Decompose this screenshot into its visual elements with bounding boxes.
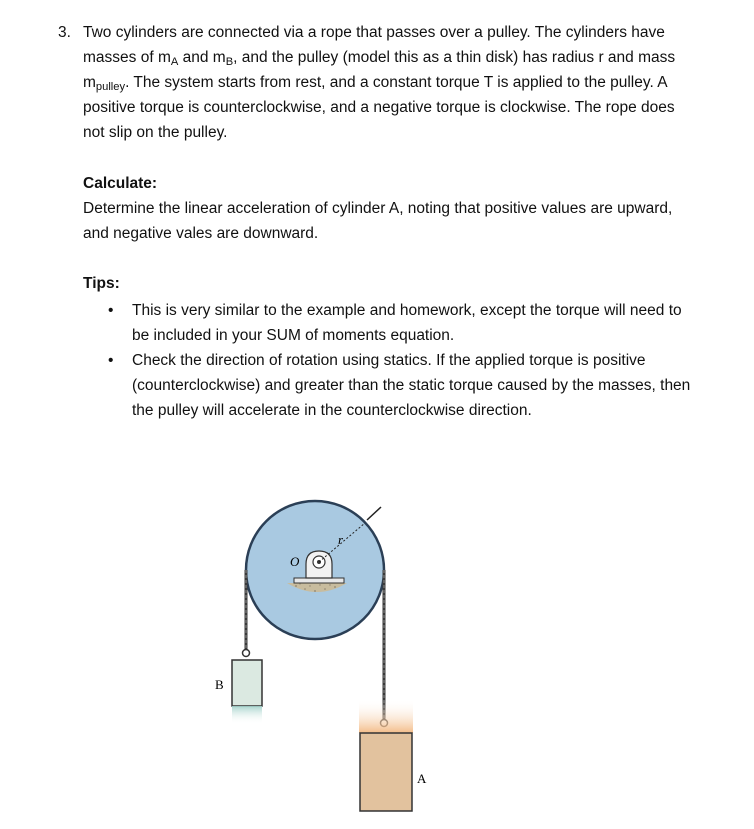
cylinder-a <box>360 733 412 811</box>
motion-wisp-b <box>232 706 262 724</box>
problem-text-2: and m <box>178 49 226 66</box>
problem-text-4: . The system starts from rest, and a constant torque T is applied to the pulley. A positive torque is counterclockwise, and a negative torque is clockwise. The rope does not slip on the pulley. <box>83 74 675 141</box>
subscript-b: B <box>225 56 234 69</box>
tip-item <box>83 348 698 423</box>
tips-list <box>83 298 698 423</box>
problem-text-1: Two cylinders are connected via a rope that passes over a pulley. The cylinders have masses of m <box>83 24 665 66</box>
label-r: r <box>338 532 344 547</box>
tip-text: This is very similar to the example and homework, except the torque will need to be included in your SUM of moments equation. <box>132 302 682 344</box>
problem-number: 3. <box>58 24 71 41</box>
bullet-icon: • <box>108 352 114 369</box>
label-a: A <box>417 771 427 786</box>
bullet-icon: • <box>108 302 114 319</box>
problem-text-3: , and the pulley (model this as a thin disk) has radius r and mass m <box>83 49 676 91</box>
calculate-heading: Calculate: <box>83 175 158 192</box>
hook-b <box>243 650 250 657</box>
calculate-text: Determine the linear acceleration of cylinder A, noting that positive values are upward, and negative vales are downward. <box>83 200 673 242</box>
cylinder-b <box>232 660 262 706</box>
subscript-pulley: pulley <box>95 81 126 94</box>
tip-item <box>83 298 698 348</box>
label-o: O <box>290 554 300 569</box>
tips-heading: Tips: <box>83 275 120 292</box>
calculate-section <box>83 171 698 246</box>
problem-text <box>83 20 698 145</box>
problem-statement <box>58 20 698 145</box>
tips-section <box>83 271 698 423</box>
label-b: B <box>215 677 224 692</box>
mount-base <box>294 578 344 583</box>
subscript-a: A <box>170 56 179 69</box>
motion-wisp-a <box>359 699 413 733</box>
pulley-figure <box>195 485 435 820</box>
radius-tick <box>367 507 381 520</box>
tip-text: Check the direction of rotation using statics. If the applied torque is positive (counterclockwise) and greater than the static torque caused by the masses, then the pulley will accelerate in the counterclockwise direction. <box>132 352 691 419</box>
